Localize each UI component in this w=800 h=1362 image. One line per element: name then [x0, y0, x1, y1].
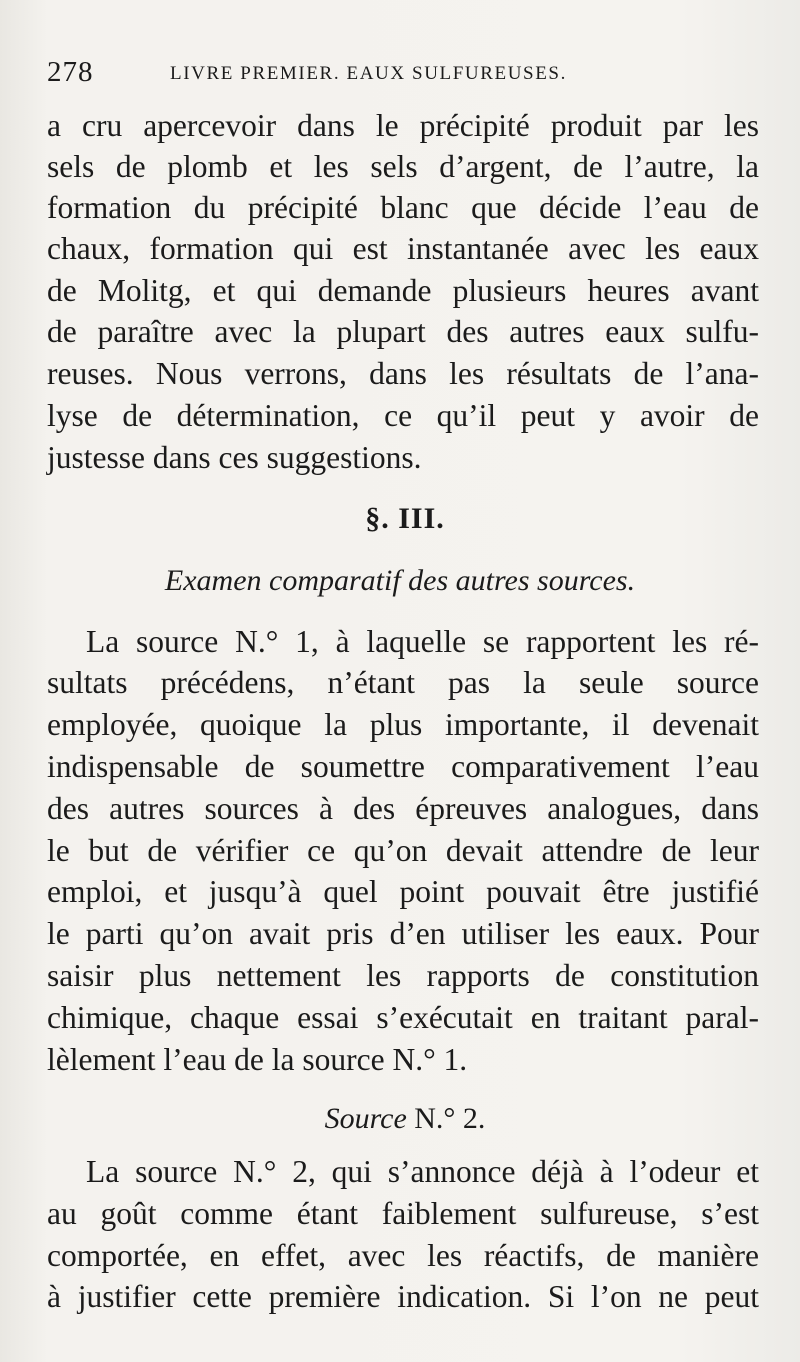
text-line: sultats précédens, n’étant pas la seule source [47, 665, 759, 700]
text-line: chaux, formation qui est instantanée avec les eaux [47, 231, 759, 266]
section-heading: §. III. [365, 502, 445, 535]
text-line: lyse de détermination, ce qu’il peut y avoir de [47, 398, 759, 433]
text-line: comportée, en effet, avec les réactifs, de manière [47, 1238, 759, 1273]
source-heading [0, 1102, 800, 1136]
text-line: à justifier cette première indication. Si l’on ne peut [47, 1279, 759, 1314]
text-line: le parti qu’on avait pris d’en utiliser les eaux. Pour [47, 916, 759, 951]
text-line: de paraître avec la plupart des autres eaux sulfu- [47, 314, 759, 349]
section-subtitle: Examen comparatif des autres sources. [164, 564, 636, 597]
text-line: sels de plomb et les sels d’argent, de l’autre, la [47, 149, 759, 184]
text-line: reuses. Nous verrons, dans les résultats de l’ana- [47, 356, 759, 391]
text-line: le but de vérifier ce qu’on devait attendre de leur [47, 833, 759, 868]
text-line: a cru apercevoir dans le précipité produit par les [47, 108, 759, 143]
text-line: justesse dans ces suggestions. [47, 440, 422, 475]
text-line: saisir plus nettement les rapports de constitution [47, 958, 759, 993]
text-line: de Molitg, et qui demande plusieurs heures avant [47, 273, 759, 308]
text-line: au goût comme étant faiblement sulfureuse, s’est [47, 1196, 759, 1231]
text-line: des autres sources à des épreuves analogues, dans [47, 791, 759, 826]
page-header [47, 56, 757, 90]
text-line: employée, quoique la plus importante, il devenait [47, 707, 759, 742]
running-head: LIVRE PREMIER. EAUX SULFUREUSES. [170, 63, 567, 84]
text-line: lèlement l’eau de la source N.° 1. [47, 1042, 468, 1077]
page-number: 278 [47, 56, 94, 88]
text-line: chimique, chaque essai s’exécutait en traitant paral- [47, 1000, 759, 1035]
text-line: La source N.° 2, qui s’annonce déjà à l’odeur et [86, 1154, 759, 1189]
text-line: La source N.° 1, à laquelle se rapportent les ré- [86, 624, 759, 659]
source-heading-label: Source [324, 1102, 407, 1135]
source-heading-number: N.° 2. [414, 1102, 486, 1135]
text-line: formation du précipité blanc que décide l’eau de [47, 190, 759, 225]
text-line: emploi, et jusqu’à quel point pouvait être justifié [47, 874, 759, 909]
text-line: indispensable de soumettre comparativement l’eau [47, 749, 759, 784]
